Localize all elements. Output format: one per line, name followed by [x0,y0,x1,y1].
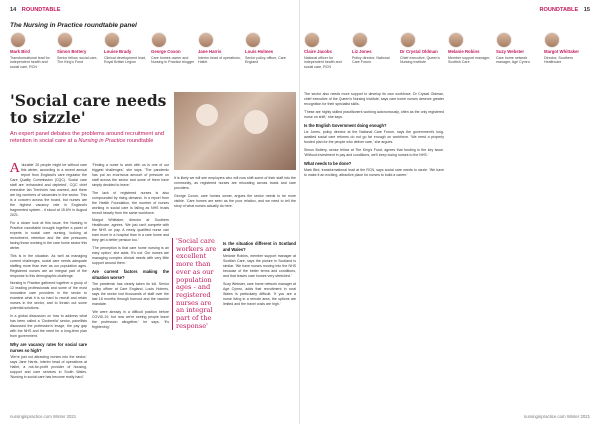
panelist [496,32,542,65]
panelist-role: Member support manager, Scottish Care [448,55,491,65]
panelist-name: Mark Bird [10,49,30,54]
article-headline: 'Social care needs to sizzle' [10,91,167,128]
paragraph: 'The perception is that care home nursing is an easy option,' she adds. 'It's not. Our nurses are managing complex clinical needs with very little support around them.' [92,245,169,266]
paragraph: The pandemic has clearly taken its toll. Senior policy officer at Care England, Louis Holmes, says the sector lost thousands of staff over the last 18 months through burnout and the vaccine mandate. [92,282,169,307]
standfirst-text: An expert panel debates the problems around recruitment and retention in social care at a [10,131,164,145]
panelist [10,32,56,69]
panelist-role: Interim head of operations, Hallet [198,55,241,65]
panelist-name: Suzy Webster [496,49,525,54]
avatar [245,32,261,48]
paragraph: This is in the situation. As well as managing current challenges, social care needs adequate staffing more than ever as our population ages. Registered nurses are an integral part of the response to this demographic challenge. [10,253,87,278]
right-folio [539,7,590,13]
paragraph: Simon Bottery, senior fellow at The King's Fund, agrees that funding is the key issue. 'Without investment in pay and conditions, we'll keep losing nurses to the NHS.' [304,147,444,157]
avatar [304,32,320,48]
panelist-role: Policy director, National Care Forum [352,55,390,65]
avatar [198,32,214,48]
right-page [300,0,600,424]
paragraph [10,163,87,218]
article-column-4 [304,92,444,407]
panelists-row-right [300,32,600,88]
subheading: Are current factors making the situation worse? [92,269,169,280]
pull-quote: 'Social care workers are excellent more than ever as our population ages - and registered nurses are an integral part of the response' [172,238,218,330]
paragraph: In a global discussion on how to address what has been called a 'Cinderella' sector, panellists discussed the profession's image, the pay gap with the NHS and the need for a long-term plan from government. [10,313,87,338]
avatar [496,32,512,48]
panelist-name: Margot Whittaker [544,49,580,54]
panelist-name: Louis Holmes [245,49,274,54]
paragraph: Liz Jones, policy director at the National Care Forum, says the government's long-awaited social care reforms do not go far enough on workforce. 'We need a properly funded plan for the people who deliver care,' she argues. [304,129,444,145]
panelist [352,32,398,65]
panelist-name: Claire Jacobs [304,49,332,54]
subheading: Why are vacancy rates for social care nurses so high? [10,342,87,353]
standfirst-publication: Nursing in Practice [78,138,126,145]
panelist-role: Chief executive, Queen's Nursing Institute [400,55,440,65]
left-footer: nursinginpractice.com Winter 2021 [10,414,77,419]
panelist [57,32,103,65]
page-number: 15 [583,7,590,13]
avatar [352,32,368,48]
panelist-role: Clinical development lead, Royal British Legion [104,55,146,65]
panelist [104,32,150,65]
panelist-name: Liz Jones [352,49,372,54]
paragraph: 'We're just not attracting nurses into the sector,' says Jane Harris, interim head of operations at Hallet, a not-for-profit provider of housing, support and care services in South Wales. 'Nursing in social care has become really hard.' [10,355,87,380]
left-folio [10,7,61,13]
avatar [448,32,464,48]
panelist-name: Dr Crystal Oldman [400,49,438,54]
subheading: What needs to be done? [304,160,352,166]
panel-title: The Nursing in Practice roundtable panel [10,22,137,29]
right-footer: nursinginpractice.com Winter 2021 [523,414,590,419]
panelist-role: Director, Southern Healthcare [544,55,573,65]
paragraph: It is likely we will see employers who will now shift some of their staff into the community, as registered nurses are relocating across trusts and care providers. [174,176,296,191]
paragraph: Melanie Robins, member support manager at Scottish Care, says the picture in Scotland is similar. 'We have nurses moving into the NHS because of the better terms and conditions, and that leaves care homes very stretched.' [223,254,296,279]
panelist-role: Senior policy officer, Care England [245,55,286,65]
paragraph: George Coxon, care homes owner, argues the sector needs to be more visible. 'Care homes are seen as the poor relation, and we need to tell the story of what nurses actually do here.' [174,193,296,208]
panelist-name: Simon Bottery [57,49,87,54]
article-column-3b [223,238,296,407]
photo-person [196,104,218,126]
paragraph: The lack of registered nurses is also compounded by rising demand. In a report from the Health Foundation, the number of nurses working in social care is falling as NHS trusts recruit heavily from the same workforce. [92,190,169,215]
panelist-name: Jane Harris [198,49,222,54]
avatar [151,32,167,48]
paragraph: 'Finding a nurse to work with us is one of our biggest challenges,' she says. 'The pandemic has put an enormous amount of pressure on staff across the sector and some of them have simply decided to leave.' [92,163,169,188]
paragraph: Nursing in Practice gathered together a group of 12 leading professionals and some of the most innovative care providers in the sector to examine what it is so hard to recruit and retain nurses in the sector, and to thrash out some potential solutions. [10,281,87,311]
panelist-role: Transformational lead for independent health and social care, RCN [10,55,50,69]
paragraph: Mark Bird, transformational lead at the RCN, says social care needs to sizzle. 'We have to make it an exciting, attractive place for nurses to build a career.' [304,167,444,177]
panelist [151,32,197,65]
panelist-name: Melanie Robins [448,49,480,54]
avatar [544,32,560,48]
subheading: Is the English Government doing enough? [304,122,387,128]
article-column-2 [92,163,169,407]
paragraph: Margot Whittaker, director at Southern Healthcare, agrees. 'We just can't compete with the NHS on pay. A newly qualified nurse can earn more in a hospital than in a care home and they get a better pension too.' [92,218,169,243]
panelist-role: Care home network manager, Age Cymru [496,55,530,65]
panelist [304,32,350,69]
avatar [10,32,26,48]
panelist [544,32,590,65]
avatar [104,32,120,48]
section-label: ROUNDTABLE [21,7,61,13]
paragraph: For a closer look at this issue, the Nursing in Practice roundtable brought together a panel of experts in social care nursing, looking at recruitment, retention and the dire pressures facing those working in the care home sector this winter. [10,220,87,250]
panelist-role: Senior fellow, social care, The King's Fund [57,55,98,65]
paragraph: 'These are highly skilled practitioners working autonomously, often as the only registered nurse on shift,' she says. [304,109,444,119]
panelists-row-left [0,32,300,88]
standfirst-end: roundtable [125,138,154,145]
panelist [448,32,494,65]
panelist [400,32,446,65]
photo-person [244,110,268,134]
panelist-name: Louise Brady [104,49,132,54]
article-column-3a [174,176,296,234]
section-label: ROUNDTABLE [539,7,579,13]
panelist-role: Care homes owner and Nursing in Practice blogger [151,55,195,65]
avatar [400,32,416,48]
panelist-name: George Coxon [151,49,181,54]
paragraph: 'We were already in a difficult position before COVID-19, but now we're seeing people leave the profession altogether,' he says. 'It's frightening.' [92,309,169,329]
care-home-photo [174,92,296,170]
paragraph: The sector also needs more support to develop its own workforce. Dr Crystal Oldman, chief executive of the Queen's Nursing Institute, says care home nurses deserve greater recognition for their specialist skills. [304,92,444,107]
drop-cap: A [10,163,20,176]
article-standfirst [10,131,165,145]
avatar [57,32,73,48]
panelist [245,32,291,65]
page-number: 14 [10,7,17,13]
panelist-role: National officer for independent health and social care, RCN [304,55,342,69]
paragraph-text: 'durable' 20 people might be without care this winter, according to a recent annual report from England's care regulator the Care Quality Commission (CQC). Social care staff are 'exhausted and depleted', CQC chief executive Ian Trenholm has warned, and there are big numbers of vacancies in the sector. This is a concern across the board, but nurses are the highest vacancy rate in England's fragmented system - it stood at 15.6% in August 2021. [10,163,87,218]
paragraph: Suzy Webster, care home network manager at Age Cymru, adds that recruitment in rural Wales is particularly difficult. 'If you are a nurse living in a remote area, the options are limited and the travel costs are high.' [223,281,296,306]
article-column-1 [10,163,87,407]
panelist [198,32,244,65]
subheading: Is the situation different in Scotland and Wales? [223,241,296,252]
